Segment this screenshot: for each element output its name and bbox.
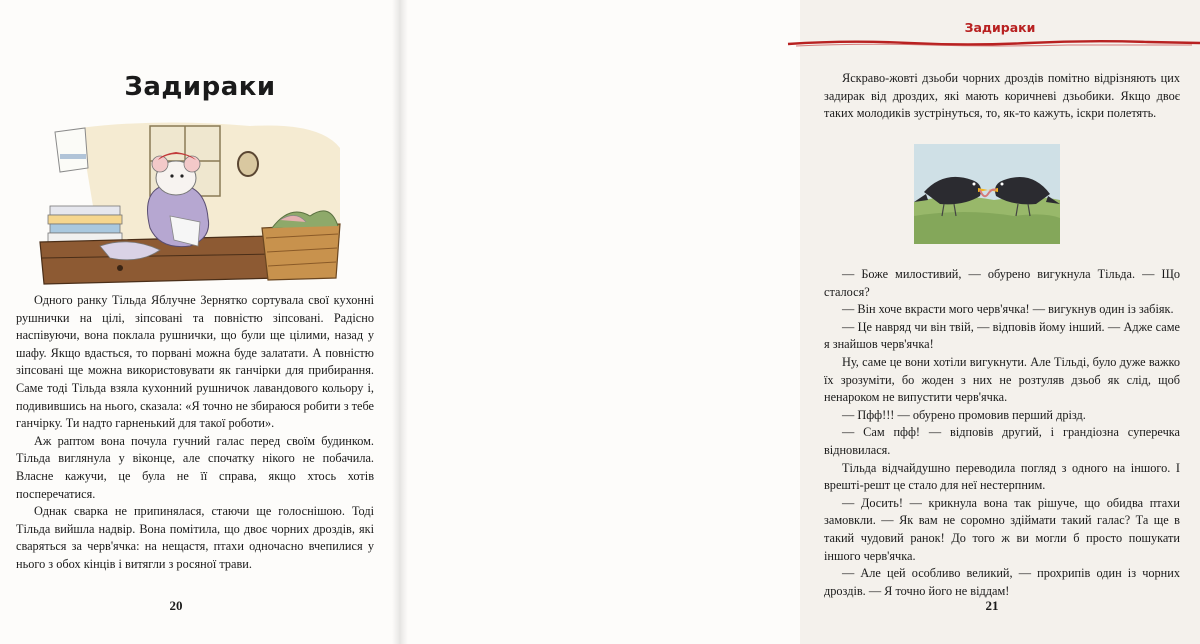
dialogue-text — [824, 266, 1180, 600]
paragraph: — Досить! — крикнула вона так рішуче, що обидва птахи замовкли. — Як вам не соромно здіймати такий галас? Та ще в такий чудовий ранок! До того ж ви могли б просто пошукати іншого черв'ячка. — [824, 495, 1180, 563]
header-rule — [788, 38, 1200, 48]
paragraph: Аж раптом вона почула гучний галас перед своїм будинком. Тільда виглянула у віконце, але спочатку нікого не побачила. Власне кажучи, це була не її справа, якщо хтось хотів посперечатися. — [16, 433, 374, 501]
left-page-text — [16, 292, 374, 574]
illustration-blackbirds-fighting — [914, 144, 1060, 244]
paragraph: Яскраво-жовті дзьоби чорних дроздів помітно відрізняють цих задирак від дроздих, які мають коричневі дзьобики. Якщо двоє таких молодиків зустрінуться, то, як-то кажуть, іскри полетять. — [824, 71, 1180, 121]
chapter-title: Задираки — [124, 72, 276, 102]
paragraph: — Це навряд чи він твій, — відповів йому інший. — Адже саме я знайшов черв'ячка! — [824, 319, 1180, 352]
running-head: Задираки — [964, 20, 1036, 35]
paragraph: — Боже милостивий, — обурено вигукнула Тільда. — Що сталося? — [824, 267, 1180, 299]
intro-text — [824, 70, 1180, 123]
paragraph: — Пфф!!! — обурено промовив перший дрізд. — [842, 407, 1086, 422]
paragraph: — Сам пфф! — відповів другий, і грандіозна суперечка відновилася. — [824, 425, 1180, 457]
illustration-mouse-sorting-towels — [40, 118, 356, 284]
paragraph: Тільда відчайдушно переводила погляд з одного на іншого. І врешті-решт це стало для неї нестерпним. — [824, 460, 1180, 493]
page-number-left: 20 — [169, 598, 183, 613]
paragraph: — Він хоче вкрасти мого черв'ячка! — вигукнув один із забіяк. — [842, 302, 1174, 317]
left-page — [0, 0, 400, 644]
paragraph: Одного ранку Тільда Яблучне Зернятко сортувала свої кухонні рушнички на цілі, зіпсовані та повністю зіпсовані. Радісно наспівуючи, вона поклала рушнички, що були ще цілими, назад у шафу. Якщо вдасться, то порвані можна буде залатати. А повністю зіпсовані ще можна використовувати як ганчірки для прибирання. Саме тоді Тільда взяла кухонний рушничок лавандового кольору і, подивившись на нього, сказала: «Я точно не збираюся робити з тебе ганчірку. Ти надто гарненький для такої роботи». — [16, 293, 375, 431]
page-number-right: 21 — [985, 598, 999, 613]
paragraph: — Але цей особливо великий, — прохрипів один із чорних дроздів. — Я точно його не віддам! — [824, 566, 1180, 598]
paragraph: Однак сварка не припинялася, стаючи ще голоснішою. Тоді Тільда вийшла надвір. Вона помітила, що двоє чорних дроздів, які сваряться за черв'ячка: на нещастя, птахи одночасно вчепилися у нього з обох кінців і витягли з росяної трави. — [16, 504, 374, 571]
right-page — [400, 0, 1180, 644]
paragraph: Ну, саме це вони хотіли вигукнути. Але Тільді, було дуже важко їх зрозуміти, бо жоден з них не розтуляв дзьоб як слід, щоб ненароком не випустити черв'ячка. — [824, 354, 1180, 405]
